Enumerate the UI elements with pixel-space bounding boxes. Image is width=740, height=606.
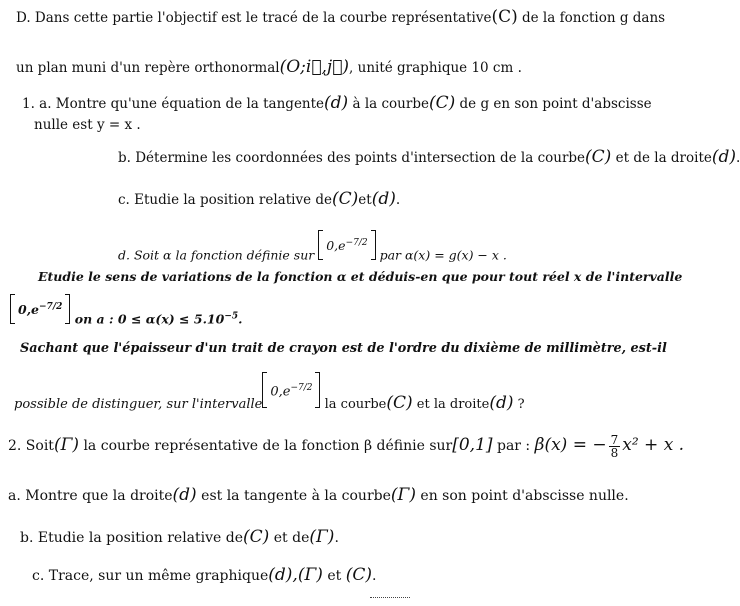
curve-c: (C) [243, 527, 270, 547]
study-line2 [10, 290, 243, 337]
exponent: −7/2 [290, 383, 313, 393]
curve-c: (C) [428, 93, 456, 113]
text: de la fonction g dans [517, 10, 666, 26]
repere: (O;i⃗,j⃗) [279, 57, 350, 77]
text: Sachant que l'épaisseur d'un trait de crayon est de l'ordre du dixième de millimètre, est-il [20, 341, 667, 356]
section-d-line1 [16, 8, 665, 27]
q1a-line2 [34, 116, 141, 134]
text: nulle est y = x . [34, 117, 141, 133]
interval-start: 0,e [326, 238, 346, 254]
line-d: (d) [489, 393, 514, 414]
text: on a : [70, 311, 118, 327]
curve-c: (C) [386, 393, 413, 414]
text: . [238, 311, 243, 327]
formula-beta: β(x) = − [534, 435, 607, 455]
text: , unité graphique 10 cm . [349, 60, 522, 76]
interval [262, 368, 320, 412]
exponent: −7/2 [39, 302, 63, 312]
line-d: (d) [371, 189, 396, 209]
interval [10, 290, 70, 327]
text: par [375, 247, 405, 263]
study-line1 [38, 268, 682, 286]
text: un plan muni d'un repère orthonormal [16, 60, 280, 76]
divider [370, 597, 410, 598]
text: c. Etudie la position relative de [118, 192, 332, 208]
text: . [736, 150, 740, 166]
text: . [395, 192, 401, 208]
curve-c: (C) [585, 147, 612, 167]
curve-c: (C) [331, 189, 359, 209]
formula-alpha: α(x) = g(x) − x . [404, 247, 507, 263]
text: de g en son point d'abscisse [455, 96, 652, 112]
text: 2. Soit [8, 438, 54, 454]
text: possible de distinguer, sur l'intervalle [14, 397, 263, 413]
q1b [118, 148, 740, 167]
q1c [118, 190, 400, 209]
curve-c: (C) [345, 565, 372, 585]
text: D. Dans cette partie l'objectif est le tracé de la courbe représentative [16, 10, 492, 26]
curve-c: (C) [491, 7, 518, 27]
interval-start: 0,e [18, 302, 40, 318]
q2a [8, 486, 629, 505]
text: en son point d'abscisse nulle. [415, 488, 629, 504]
curve-gamma: (Γ) [309, 527, 335, 547]
curves-list: (d),(Γ) [268, 565, 323, 585]
text: et la droite [412, 397, 490, 413]
text: ? [513, 397, 525, 413]
text: . [334, 530, 339, 546]
sachant-line1 [20, 340, 667, 358]
exponent: −5 [224, 311, 239, 322]
frac-den: 8 [610, 445, 619, 460]
q1a-line1 [22, 94, 652, 113]
exponent: −7/2 [345, 238, 368, 248]
q2c [32, 566, 376, 585]
q2b [20, 528, 339, 547]
text: par : [492, 438, 535, 454]
curve-gamma: (Γ) [53, 435, 79, 455]
text: et [322, 568, 346, 584]
line-d: (d) [711, 147, 737, 167]
text: Etudie le sens de variations de la fonction α et déduis-en que pour tout réel x de l'intervalle [38, 269, 683, 284]
text: et de la droite [611, 150, 712, 166]
interval: [0,1] [452, 435, 493, 455]
text: est la tangente à la courbe [196, 488, 391, 504]
q2 [8, 430, 684, 461]
text: à la courbe [348, 96, 429, 112]
line-d: (d) [172, 485, 197, 505]
line-d: (d) [324, 93, 349, 113]
text: 1. a. Montre qu'une équation de la tangente [22, 96, 325, 112]
text: d. Soit α la fonction définie sur [118, 247, 315, 263]
interval-start: 0,e [270, 384, 291, 400]
interval [318, 226, 375, 263]
inequality: 0 ≤ α(x) ≤ 5.10 [117, 311, 225, 327]
text: et de [269, 530, 310, 546]
text: et [358, 192, 372, 208]
text: a. Montre que la droite [8, 488, 173, 504]
text: la courbe [320, 397, 387, 413]
sachant-line2 [14, 368, 525, 425]
frac-num: 7 [610, 432, 619, 447]
text: . [371, 568, 377, 584]
text: c. Trace, sur un même graphique [32, 568, 269, 584]
text: b. Détermine les coordonnées des points d'intersection de la courbe [118, 150, 586, 166]
q1d [118, 226, 507, 273]
formula-beta-end: x² + x . [622, 435, 685, 455]
curve-gamma: (Γ) [390, 485, 416, 505]
section-d-line2 [16, 58, 522, 77]
text: b. Etudie la position relative de [20, 530, 244, 546]
fraction [609, 434, 621, 459]
text: la courbe représentative de la fonction β définie sur [79, 438, 453, 454]
